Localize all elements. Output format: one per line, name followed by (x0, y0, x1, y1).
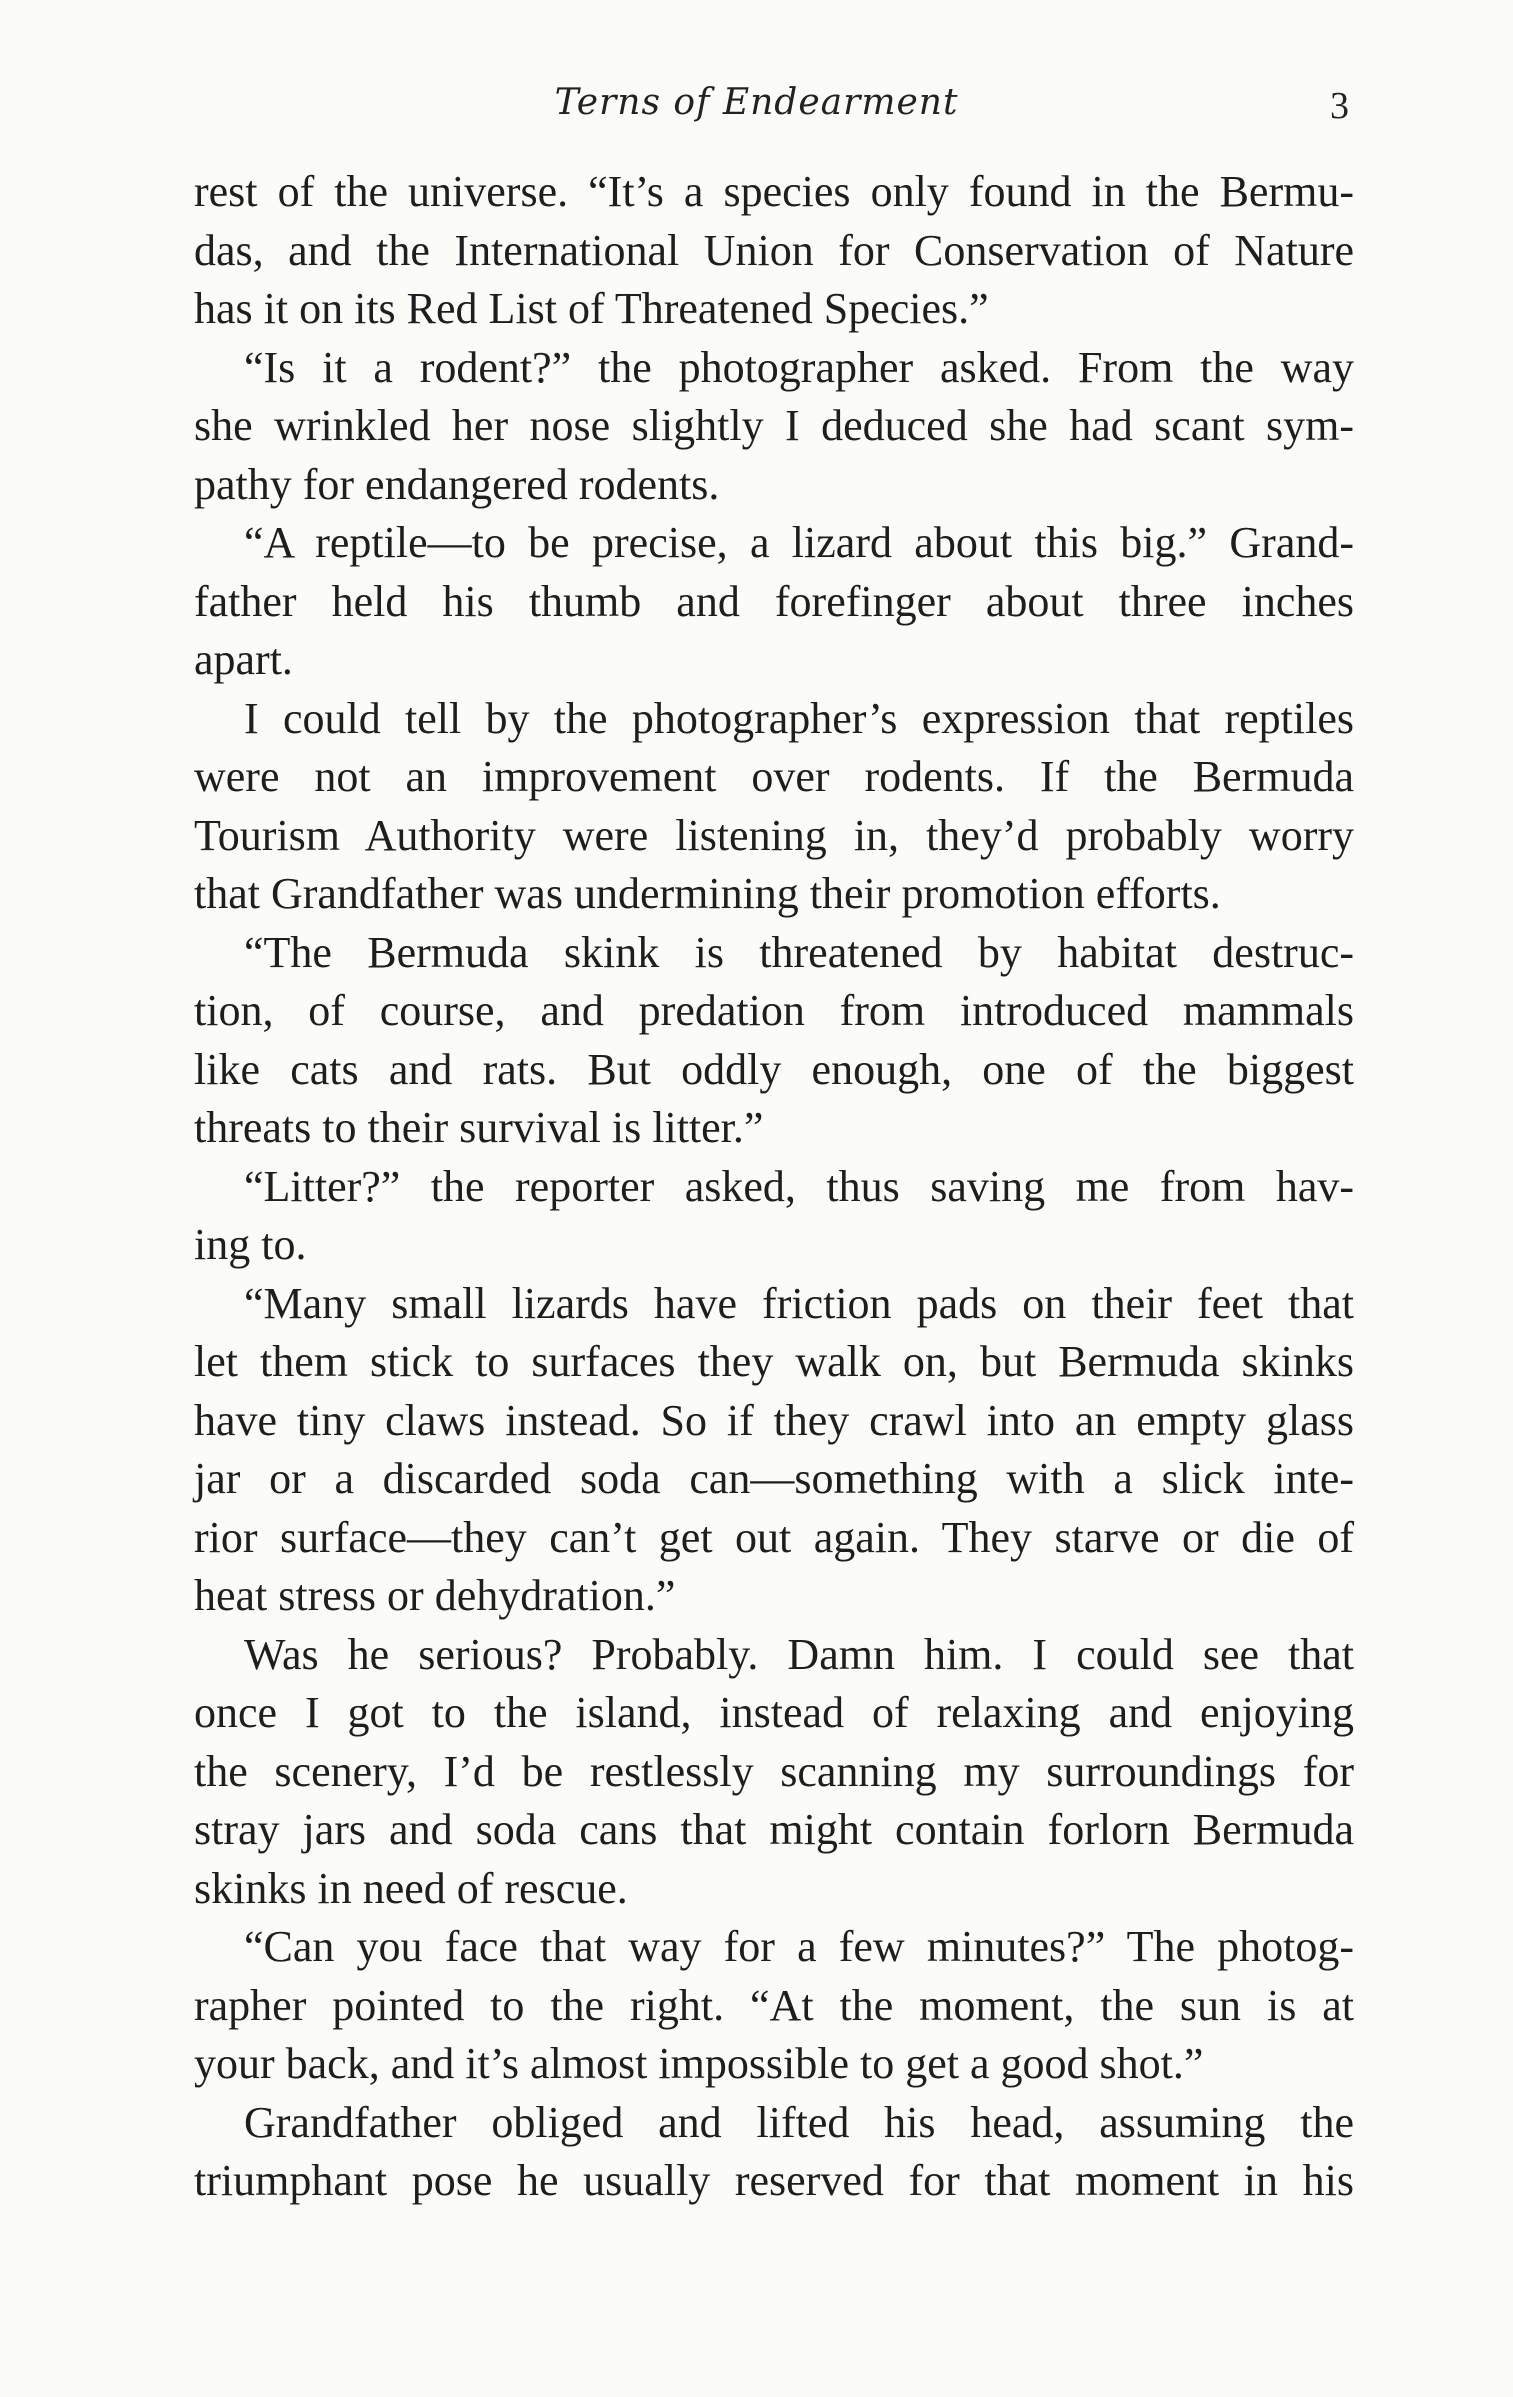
text-line: “Many small lizards have friction pads on their feet that (244, 1278, 1354, 1328)
text-line: once I got to the island, instead of relaxing and enjoying (194, 1688, 1354, 1737)
text-line: have tiny claws instead. So if they crawl into an empty glass (194, 1395, 1354, 1445)
text-line: rest of the universe. “It’s a species only found in the Bermu- (194, 167, 1354, 216)
text-line: heat stress or dehydration.” (194, 1571, 676, 1620)
running-head (0, 82, 1513, 123)
text-line: that Grandfather was undermining their promotion efforts. (194, 869, 1221, 918)
text-line: triumphant pose he usually reserved for that moment in his (194, 2156, 1354, 2205)
text-line: the scenery, I’d be restlessly scanning my surroundings for (194, 1746, 1354, 1796)
text-line: were not an improvement over rodents. If the Bermuda (194, 752, 1354, 801)
text-line: she wrinkled her nose slightly I deduced she had scant sym- (194, 401, 1354, 450)
text-line: ing to. (194, 1220, 307, 1269)
book-title: Terns of Endearment (554, 82, 959, 123)
text-line: father held his thumb and forefinger about three inches (194, 576, 1354, 626)
text-line: “Can you face that way for a few minutes?” The photog- (244, 1922, 1354, 1971)
text-line: skinks in need of rescue. (194, 1863, 628, 1913)
text-line: like cats and rats. But oddly enough, one of the biggest (194, 1044, 1354, 1094)
text-line: “The Bermuda skink is threatened by habitat destruc- (244, 927, 1354, 977)
text-line: your back, and it’s almost impossible to get a good shot.” (194, 2039, 1204, 2088)
text-line: “Is it a rodent?” the photographer asked. From the way (244, 342, 1354, 392)
text-line: das, and the International Union for Conservation of Nature (194, 225, 1354, 275)
text-line: pathy for endangered rodents. (194, 459, 720, 509)
text-line: rapher pointed to the right. “At the moment, the sun is at (194, 1980, 1354, 2030)
text-line: jar or a discarded soda can—something with a slick inte- (194, 1454, 1354, 1503)
text-line: threats to their survival is litter.” (194, 1103, 764, 1152)
text-line: “A reptile—to be precise, a lizard about this big.” Grand- (244, 518, 1354, 567)
text-line: tion, of course, and predation from introduced mammals (194, 986, 1354, 1035)
text-line: Grandfather obliged and lifted his head, assuming the (244, 2097, 1354, 2147)
text-line: Tourism Authority were listening in, they’d probably worry (194, 810, 1354, 860)
text-line: I could tell by the photographer’s expression that reptiles (244, 693, 1354, 743)
page-number: 3 (1330, 85, 1349, 127)
text-line: let them stick to surfaces they walk on, but Bermuda skinks (194, 1337, 1354, 1386)
text-line: “Litter?” the reporter asked, thus saving me from hav- (244, 1161, 1354, 1211)
text-line: has it on its Red List of Threatened Species.” (194, 284, 989, 333)
text-line: Was he serious? Probably. Damn him. I could see that (244, 1629, 1354, 1679)
body-text (194, 163, 1354, 2211)
text-line: rior surface—they can’t get out again. They starve or die of (194, 1512, 1354, 1562)
text-line: apart. (194, 635, 293, 684)
text-line: stray jars and soda cans that might contain forlorn Bermuda (194, 1805, 1354, 1854)
